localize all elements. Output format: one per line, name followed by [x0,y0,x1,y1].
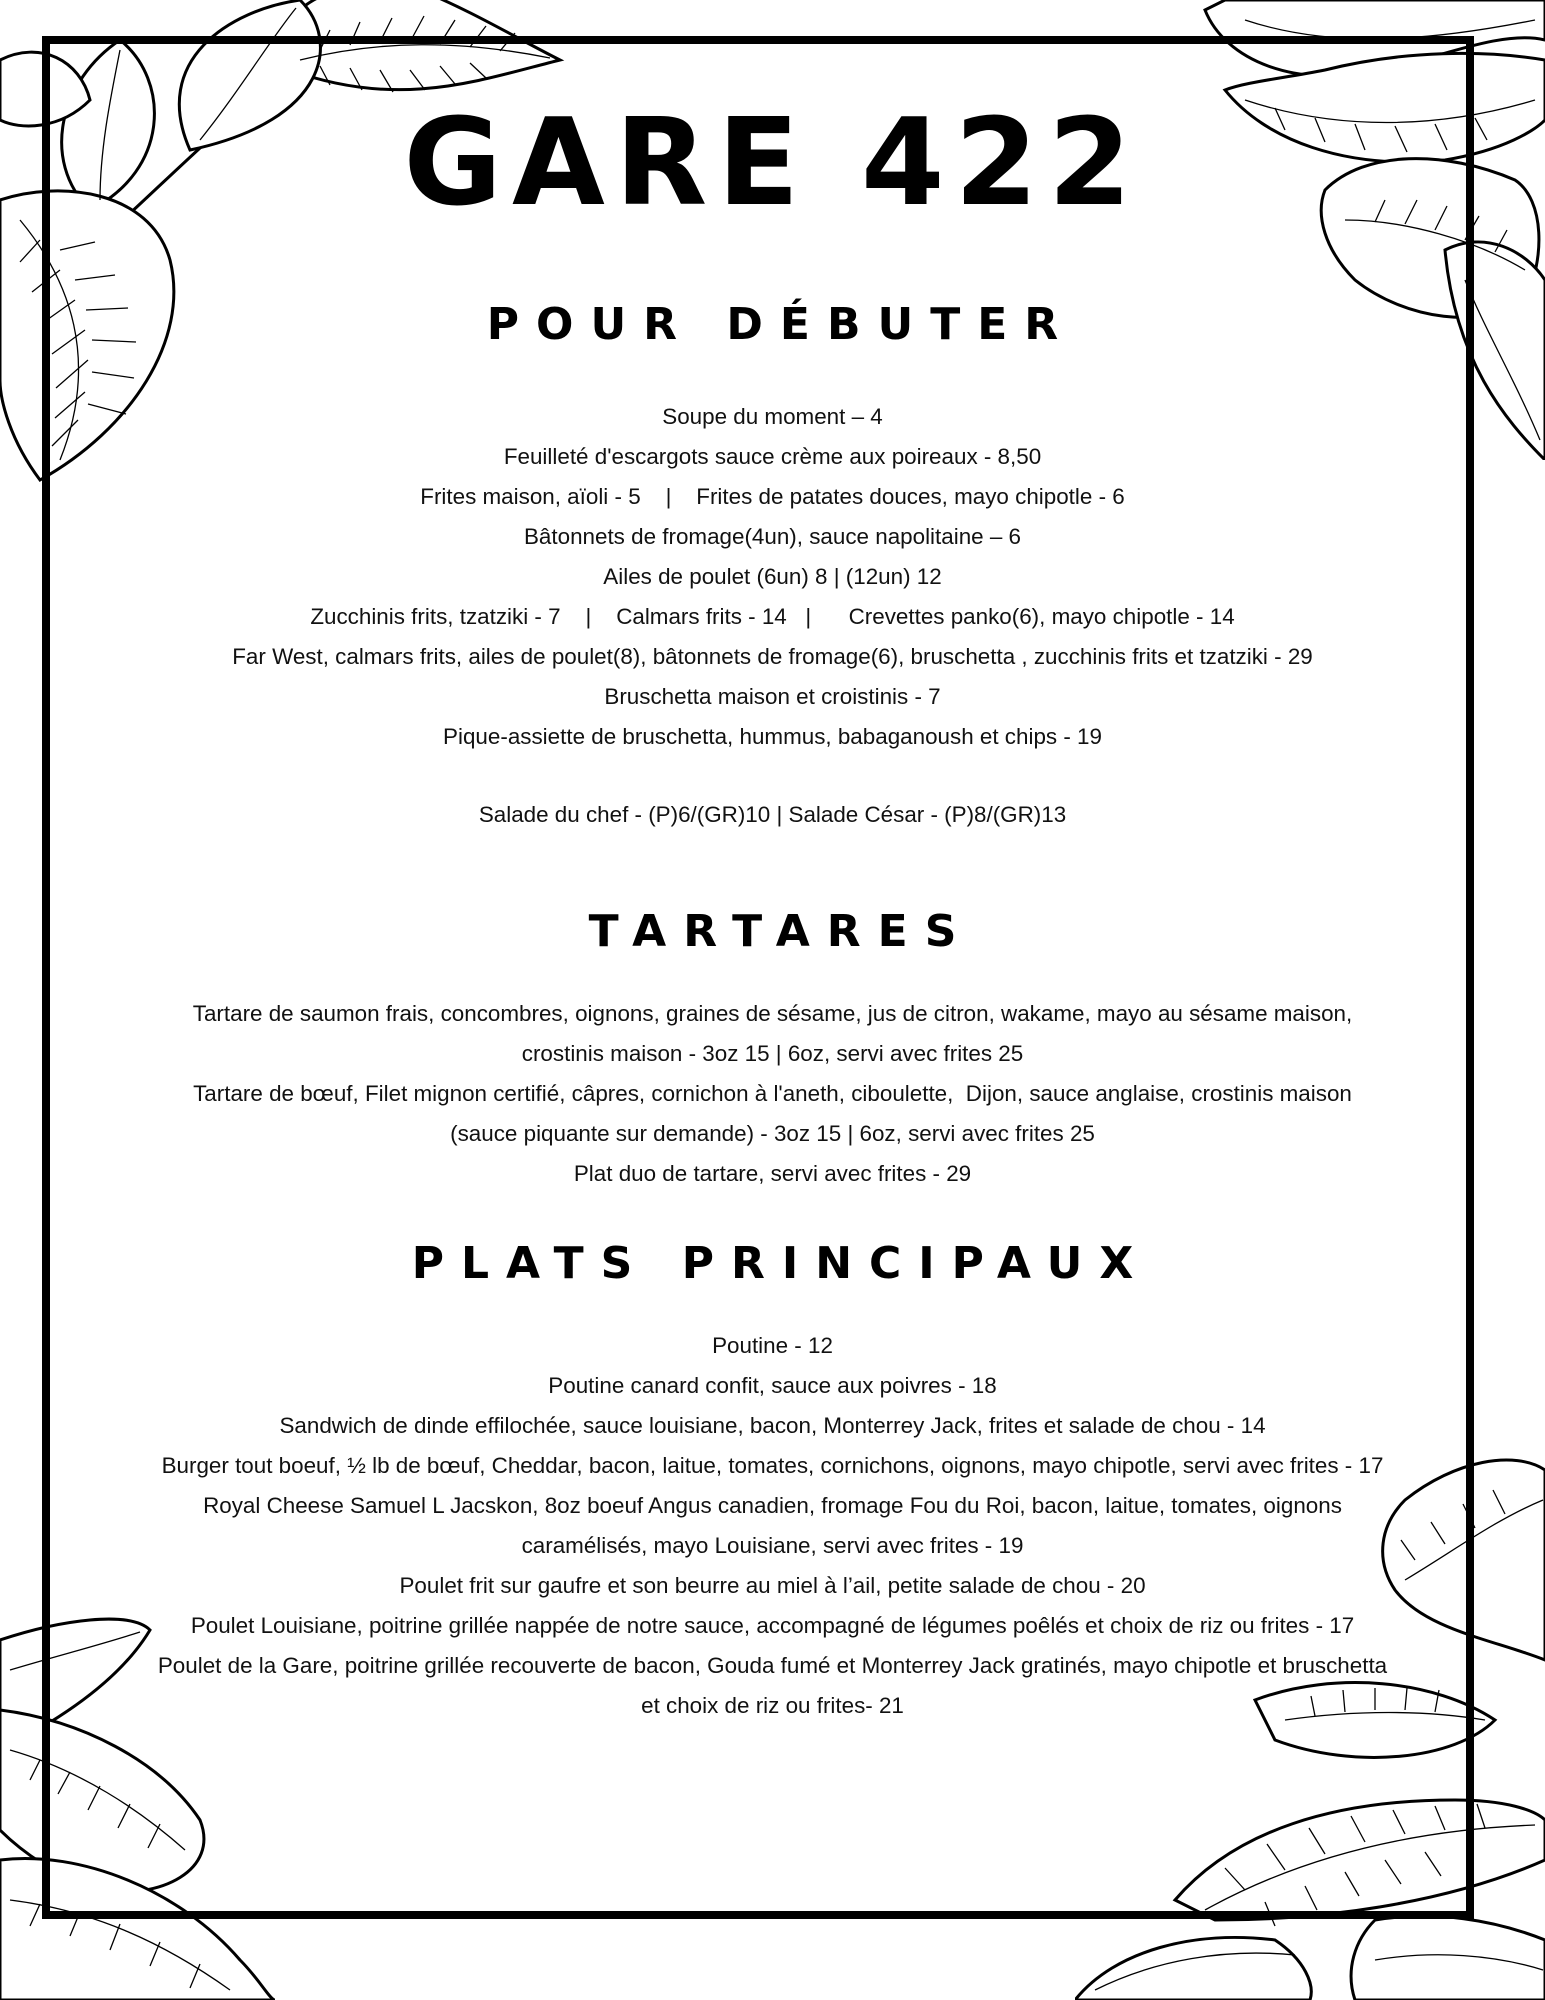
menu-item: Tartare de bœuf, Filet mignon certifié, câpres, cornichon à l'aneth, ciboulette, Dijon, sauce anglaise, crostinis maison [193,1081,1352,1106]
menu-item: Frites maison, aïoli - 5 | Frites de patates douces, mayo chipotle - 6 [420,484,1125,509]
menu-item: Royal Cheese Samuel L Jacskon, 8oz boeuf Angus canadien, fromage Fou du Roi, bacon, laitue, tomates, oignons [203,1493,1342,1518]
menu-item: Pique-assiette de bruschetta, hummus, babaganoush et chips - 19 [443,724,1102,749]
menu-item: crostinis maison - 3oz 15 | 6oz, servi avec frites 25 [521,1041,1024,1066]
menu-item: Tartare de saumon frais, concombres, oignons, graines de sésame, jus de citron, wakame, mayo au sésame maison, [192,1001,1353,1026]
section-heading: PLATS PRINCIPAUX [411,1238,1151,1289]
menu-item: Soupe du moment – 4 [662,404,883,429]
menu-item: Far West, calmars frits, ailes de poulet(8), bâtonnets de fromage(6), bruschetta , zucchinis frits et tzatziki - 29 [232,644,1313,669]
menu-item: Poutine canard confit, sauce aux poivres - 18 [548,1373,997,1398]
section-pour-debuter [60,299,1485,835]
section-heading: TARTARES [588,906,974,957]
section-heading: POUR DÉBUTER [486,299,1076,350]
menu-item-list [60,1326,1485,1726]
section-tartares [60,906,1485,1194]
menu-item: Sandwich de dinde effilochée, sauce louisiane, bacon, Monterrey Jack, frites et salade de chou - 14 [279,1413,1266,1438]
menu-item-list [60,994,1485,1194]
menu-item: et choix de riz ou frites- 21 [641,1693,904,1718]
menu-item: Poulet de la Gare, poitrine grillée recouverte de bacon, Gouda fumé et Monterrey Jack gratinés, mayo chipotle et bruschetta [157,1653,1388,1678]
menu-item: Zucchinis frits, tzatziki - 7 | Calmars frits - 14 | Crevettes panko(6), mayo chipotle - 14 [310,604,1235,629]
menu-item-list [60,397,1485,835]
menu-item: Poutine - 12 [712,1333,833,1358]
menu-item: (sauce piquante sur demande) - 3oz 15 | 6oz, servi avec frites 25 [450,1121,1095,1146]
menu-item: Bâtonnets de fromage(4un), sauce napolitaine – 6 [523,524,1021,549]
menu-item: Burger tout boeuf, ½ lb de bœuf, Cheddar, bacon, laitue, tomates, cornichons, oignons, mayo chipotle, servi avec frites - 17 [161,1453,1384,1478]
menu-item: Poulet Louisiane, poitrine grillée nappée de notre sauce, accompagné de légumes poêlés et choix de riz ou frites - 17 [190,1613,1355,1638]
menu-item: caramélisés, mayo Louisiane, servi avec frites - 19 [521,1533,1024,1558]
menu-item: Ailes de poulet (6un) 8 | (12un) 12 [603,564,942,589]
menu-item: Plat duo de tartare, servi avec frites - 29 [573,1161,972,1186]
menu-item: Feuilleté d'escargots sauce crème aux poireaux - 8,50 [503,444,1042,469]
menu-item: Bruschetta maison et croistinis - 7 [604,684,941,709]
restaurant-title: GARE 422 [403,94,1142,233]
menu-item: Salade du chef - (P)6/(GR)10 | Salade César - (P)8/(GR)13 [478,802,1067,827]
section-plats-principaux [60,1238,1485,1726]
menu-item: Poulet frit sur gaufre et son beurre au miel à l’ail, petite salade de chou - 20 [399,1573,1146,1598]
